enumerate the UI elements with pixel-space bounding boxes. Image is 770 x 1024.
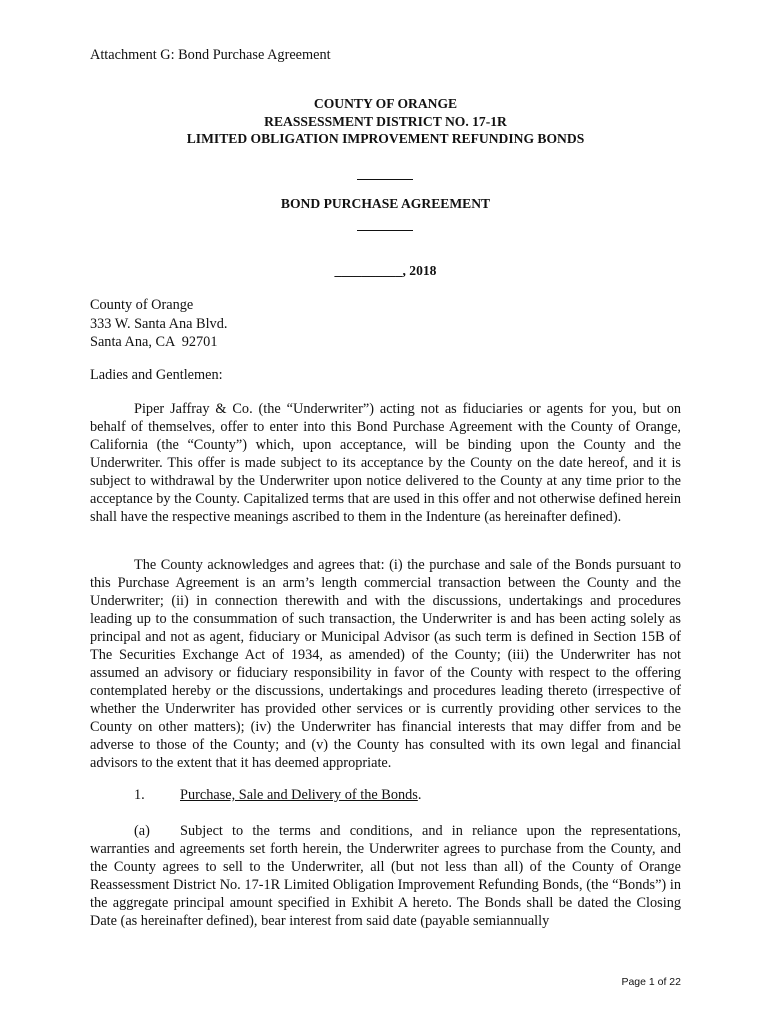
paragraph-county-acknowledges: The County acknowledges and agrees that: (i) the purchase and sale of the Bonds pursuant to this Purchase Agreement is an arm’s length commercial transaction between the County and the Underwriter; (ii) in connection therewith and with the discussions, undertakings and procedures leading up to the consummation of such transaction, the Underwriter is and has been acting solely as principal and not as agent, fiduciary or Municipal Advisor (as such term is defined in Section 15B of The Securities Exchange Act of 1934, as amended) of the County; (iii) the Underwriter has not assumed an advisory or fiduciary responsibility in favor of the County with respect to the offering contemplated hereby or the discussions, undertakings and procedures leading thereto (irrespective of whether the Underwriter has provided other services or is currently providing other services to the County on other matters); (iv) the Underwriter has financial interests that may differ from and be adverse to those of the County; and (v) the County has consulted with its own legal and financial advisors to the extent that it has deemed appropriate. <box>90 557 681 771</box>
agreement-date-line: __________, 2018 <box>334 263 437 278</box>
salutation: Ladies and Gentlemen: <box>90 367 223 383</box>
title-line-county: COUNTY OF ORANGE <box>313 96 458 111</box>
attachment-label: Attachment G: Bond Purchase Agreement <box>90 47 331 63</box>
paragraph-subsection-a <box>90 822 681 930</box>
document-title-block <box>90 95 681 148</box>
subsection-a-label: (a) <box>134 823 150 839</box>
section-1-heading <box>134 787 421 804</box>
agreement-title: BOND PURCHASE AGREEMENT <box>280 196 491 211</box>
title-rule-top <box>357 179 413 180</box>
address-line-2: 333 W. Santa Ana Blvd. <box>90 315 228 332</box>
recipient-address <box>90 296 227 352</box>
paragraph-underwriter-offer: Piper Jaffray & Co. (the “Underwriter”) acting not as fiduciaries or agents for you, but on behalf of themselves, offer to enter into this Bond Purchase Agreement with the County of Orange, California (the “County”) which, upon acceptance, will be binding upon the County and the Underwriter. This offer is made subject to its acceptance by the County on the date hereof, and it is subject to withdrawal by the Underwriter upon notice delivered to the County at any time prior to the acceptance by the County. Capitalized terms that are used in this offer and not otherwise defined herein shall have the respective meanings ascribed to them in the Indenture (as hereinafter defined). <box>90 401 681 525</box>
subsection-a-text: Subject to the terms and conditions, and in reliance upon the representations, warranties and agreements set forth herein, the Underwriter agrees to purchase from the County, and the County agrees to sell to the Underwriter, all (but not less than all) of the County of Orange Reassessment District No. 17-1R Limited Obligation Improvement Refunding Bonds, (the “Bonds”) in the aggregate principal amount specified in Exhibit A hereto. The Bonds shall be dated the Closing Date (as hereinafter defined), bear interest from said date (payable semiannually <box>90 823 681 929</box>
title-line-district: REASSESSMENT DISTRICT NO. 17-1R <box>264 113 507 129</box>
section-1-number: 1. <box>134 787 145 803</box>
address-line-1: County of Orange <box>90 297 194 313</box>
address-line-3: Santa Ana, CA 92701 <box>90 334 218 350</box>
section-1-heading-period: . <box>417 787 422 803</box>
section-1-heading-text: Purchase, Sale and Delivery of the Bonds <box>180 787 418 803</box>
page-number: Page 1 of 22 <box>621 976 681 988</box>
title-rule-bottom <box>357 230 413 231</box>
title-line-bonds: LIMITED OBLIGATION IMPROVEMENT REFUNDING BONDS <box>186 131 585 146</box>
